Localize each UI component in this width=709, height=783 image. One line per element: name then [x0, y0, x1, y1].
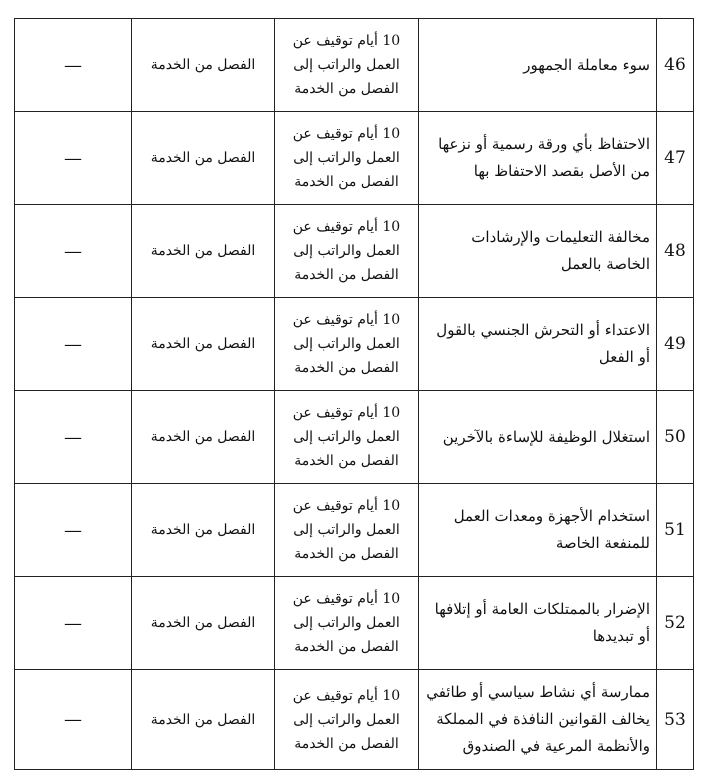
penalty-line: العمل والراتب إلى — [293, 336, 400, 352]
penalty-line: 10 أيام توقيف عن — [292, 219, 401, 235]
table-row — [15, 205, 694, 298]
dash-mark: — — [64, 147, 82, 169]
violation-number: 48 — [657, 205, 694, 298]
penalty-line: الفصل من الخدمة — [294, 174, 399, 190]
penalty-first-occurrence — [275, 298, 419, 391]
penalty-third-occurrence — [15, 391, 132, 484]
dash-mark: — — [64, 240, 82, 262]
penalty-line: 10 أيام توقيف عن — [292, 591, 401, 607]
penalty-third-occurrence — [15, 19, 132, 112]
penalty-second-occurrence: الفصل من الخدمة — [132, 391, 275, 484]
penalty-first-occurrence — [275, 19, 419, 112]
violation-number: 51 — [657, 484, 694, 577]
table-row — [15, 19, 694, 112]
penalty-second-occurrence: الفصل من الخدمة — [132, 577, 275, 670]
penalty-first-occurrence — [275, 205, 419, 298]
dash-mark: — — [64, 612, 82, 634]
dash-mark: — — [64, 519, 82, 541]
penalty-second-occurrence: الفصل من الخدمة — [132, 298, 275, 391]
penalty-line: 10 أيام توقيف عن — [292, 33, 401, 49]
penalty-line: الفصل من الخدمة — [294, 639, 399, 655]
penalty-second-occurrence: الفصل من الخدمة — [132, 112, 275, 205]
penalty-second-occurrence: الفصل من الخدمة — [132, 205, 275, 298]
violation-description: مخالفة التعليمات والإرشادات الخاصة بالعمل — [419, 205, 657, 298]
table-row — [15, 484, 694, 577]
penalty-line: العمل والراتب إلى — [293, 429, 400, 445]
penalty-first-occurrence — [275, 670, 419, 770]
penalty-line: العمل والراتب إلى — [293, 57, 400, 73]
penalty-first-occurrence — [275, 577, 419, 670]
violation-number: 46 — [657, 19, 694, 112]
violation-description: سوء معاملة الجمهور — [419, 19, 657, 112]
violation-description: ممارسة أي نشاط سياسي أو طائفي يخالف القوانين النافذة في المملكة والأنظمة المرعية في الصندوق — [419, 670, 657, 770]
violation-description: الاحتفاظ بأي ورقة رسمية أو نزعها من الأصل بقصد الاحتفاظ بها — [419, 112, 657, 205]
violation-description: استخدام الأجهزة ومعدات العمل للمنفعة الخاصة — [419, 484, 657, 577]
penalty-line: الفصل من الخدمة — [294, 735, 399, 752]
penalty-line: 10 أيام توقيف عن — [292, 498, 401, 514]
penalty-third-occurrence — [15, 298, 132, 391]
dash-mark: — — [64, 709, 82, 730]
penalty-line: الفصل من الخدمة — [294, 453, 399, 469]
table-row — [15, 577, 694, 670]
violation-description: الاعتداء أو التحرش الجنسي بالقول أو الفعل — [419, 298, 657, 391]
penalty-line: الفصل من الخدمة — [294, 546, 399, 562]
penalty-line: العمل والراتب إلى — [293, 522, 400, 538]
table-row — [15, 112, 694, 205]
penalty-third-occurrence — [15, 112, 132, 205]
penalty-line: 10 أيام توقيف عن — [292, 312, 401, 328]
violation-number: 53 — [657, 670, 694, 770]
violation-description: استغلال الوظيفة للإساءة بالآخرين — [419, 391, 657, 484]
table-row — [15, 670, 694, 770]
violation-number: 52 — [657, 577, 694, 670]
dash-mark: — — [64, 426, 82, 448]
violations-table-body — [15, 19, 694, 770]
penalty-line: العمل والراتب إلى — [293, 150, 400, 166]
table-row — [15, 298, 694, 391]
penalty-first-occurrence — [275, 112, 419, 205]
penalty-line: الفصل من الخدمة — [294, 267, 399, 283]
penalty-line: العمل والراتب إلى — [293, 615, 400, 631]
table-row — [15, 391, 694, 484]
violation-number: 49 — [657, 298, 694, 391]
violation-description: الإضرار بالممتلكات العامة أو إتلافها أو تبديدها — [419, 577, 657, 670]
penalty-first-occurrence — [275, 391, 419, 484]
violations-table — [14, 18, 694, 770]
violation-number: 50 — [657, 391, 694, 484]
dash-mark: — — [64, 333, 82, 355]
penalty-second-occurrence: الفصل من الخدمة — [132, 19, 275, 112]
penalty-line: الفصل من الخدمة — [294, 360, 399, 376]
penalty-line: العمل والراتب إلى — [293, 243, 400, 259]
penalty-second-occurrence: الفصل من الخدمة — [132, 484, 275, 577]
penalty-line: العمل والراتب إلى — [293, 711, 400, 728]
penalty-second-occurrence: الفصل من الخدمة — [132, 670, 275, 770]
penalty-first-occurrence — [275, 484, 419, 577]
penalty-line: 10 أيام توقيف عن — [292, 405, 401, 421]
violation-number: 47 — [657, 112, 694, 205]
penalty-line: 10 أيام توقيف عن — [292, 687, 401, 704]
penalty-third-occurrence — [15, 484, 132, 577]
penalty-third-occurrence — [15, 670, 132, 770]
penalty-third-occurrence — [15, 205, 132, 298]
penalty-third-occurrence — [15, 577, 132, 670]
dash-mark: — — [64, 54, 82, 76]
penalty-line: 10 أيام توقيف عن — [292, 126, 401, 142]
penalty-line: الفصل من الخدمة — [294, 81, 399, 97]
